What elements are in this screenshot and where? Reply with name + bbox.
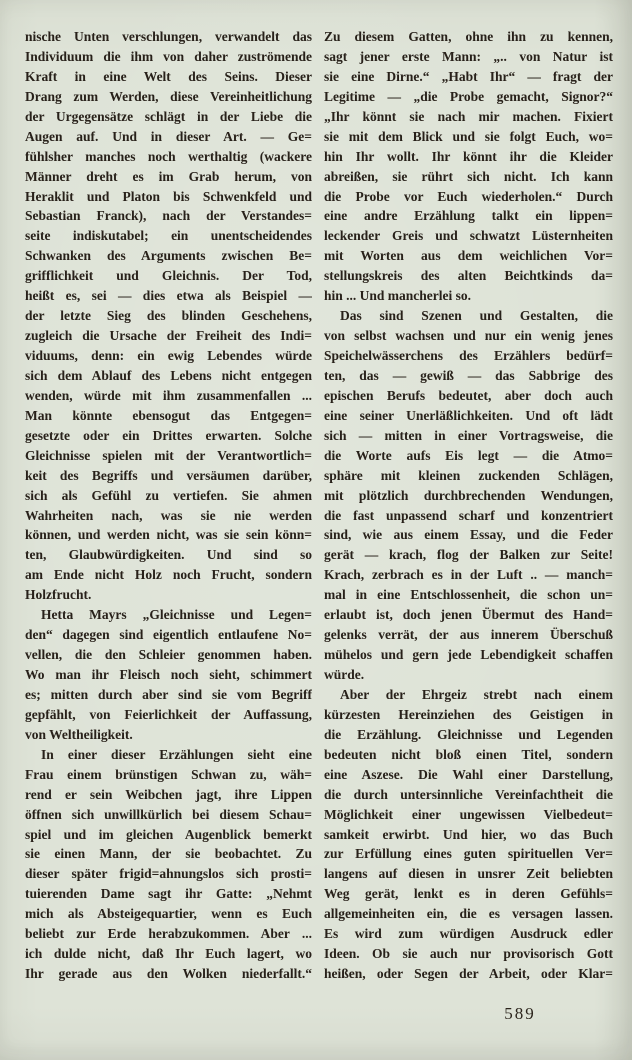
text-line: allgemeinheiten ein, die es versagen lassen.: [324, 906, 613, 922]
text-line: öffnen sich unwillkürlich bei diesem Schau=: [25, 806, 312, 822]
text-line: Wahrheiten nach, was sie nie werden: [25, 507, 312, 523]
text-line: vellen, die den Schleier genommen haben.: [25, 647, 312, 663]
text-column-left: [25, 27, 312, 984]
text-line: Ideen. Ob sie auch nur provisorisch Gott: [324, 946, 613, 962]
text-line: sich dem Ablauf des Lebens nicht entgegen: [25, 367, 312, 383]
text-line: Man könnte ebensogut das Entgegen=: [25, 407, 312, 423]
text-line: Männer dreht es im Grab herum, von: [25, 168, 312, 184]
text-line: erlaubt ist, doch jenen Übermut des Hand=: [324, 607, 613, 623]
text-line: Speichelwässerchens des Erzählers bedürf=: [324, 348, 613, 363]
text-line: sich als Gefühl zu vertiefen. Sie ahmen: [25, 487, 312, 503]
text-line: nische Unten verschlungen, verwandelt das: [25, 29, 312, 44]
text-line: heißt es, sei — dies etwa als Beispiel —: [25, 288, 312, 304]
text-line: kürzesten Hereinziehen des Geistigen in: [324, 706, 613, 722]
text-line: leckender Greis und schwatzt Lüsternheiten: [324, 228, 613, 244]
text-line: sind, wie aus einem Essay, und die Feder: [324, 527, 613, 543]
text-line: ten, Glaubwürdigkeiten. Und sind so: [25, 547, 312, 563]
text-line: sich — mitten in einer Vortragsweise, die: [324, 427, 613, 443]
text-line: von Weltheiligkeit.: [25, 726, 133, 742]
text-line: die Probe vor Euch wiederholen.“ Durch: [324, 188, 613, 204]
text-line: Kraft in eine Welt des Seins. Dieser: [25, 68, 312, 84]
text-line: tuierenden Dame sagt ihr Gatte: „Nehmt: [25, 886, 312, 902]
text-line: die fast unpassend scharf und konzentriert: [324, 507, 613, 523]
text-line: Heraklit und Platon bis Schwenkfeld und: [25, 188, 312, 204]
text-line: eine seiner Unerläßlichkeiten. Und oft lädt: [324, 407, 613, 423]
text-line: Holzfrucht.: [25, 587, 92, 603]
text-line: seite indiskutabel; ein unentscheidendes: [25, 228, 312, 244]
text-line: die Erzählung. Gleichnisse und Legenden: [324, 726, 613, 742]
text-line: Weg gerät, lenkt es in deren Gefühls=: [324, 886, 613, 902]
text-line: gelenks verrät, der aus innerem Überschuß: [324, 627, 613, 643]
text-line: Augen auf. Und in dieser Art. — Ge=: [25, 128, 312, 144]
text-line: würde.: [324, 667, 365, 682]
text-line: gepfählt, von Feierlichkeit der Auffassung,: [25, 706, 312, 722]
text-line: es; mitten durch aber sind sie vom Begriff: [25, 686, 312, 702]
text-line: mich als Absteigequartier, wenn es Euch: [25, 906, 312, 922]
text-line: wenden, würde mit ihm zusammenfallen ...: [25, 387, 312, 403]
text-column-right: [324, 27, 613, 984]
text-line: eine andre Erzählung talkt ein lippen=: [324, 208, 613, 224]
text-line: „Ihr könnt sie nach mir machen. Fixiert: [324, 108, 613, 124]
text-line: In einer dieser Erzählungen sieht eine: [41, 746, 312, 762]
text-line: gerät — krach, flog der Balken zur Seite!: [324, 547, 613, 563]
text-line: mit Worten aus dem weichlichen Vor=: [324, 248, 613, 264]
text-line: sie mit dem Blick und sie folgt Euch, wo=: [324, 128, 613, 144]
text-line: mühelos und gern jede Lebendigkeit schaffen: [324, 647, 613, 663]
text-line: abreißen, sie rührt sich nicht. Ich kann: [324, 168, 613, 184]
text-line: Hetta Mayrs „Gleichnisse und Legen=: [41, 607, 312, 623]
text-line: stellungskreis des alten Beichtkinds da=: [324, 268, 613, 284]
text-line: eine Aszese. Die Wahl einer Darstellung,: [324, 766, 613, 782]
text-line: hin Ihr wollt. Ihr könnt ihr die Kleider: [324, 148, 613, 164]
text-line: mal in eine Entschlossenheit, die schon un=: [324, 587, 613, 603]
text-line: grifflichkeit und Gleichnis. Der Tod,: [25, 268, 312, 284]
text-line: mit plötzlich durchbrechenden Wendungen,: [324, 487, 613, 503]
text-line: den“ dagegen sind eigentlich entlaufene No=: [25, 627, 312, 643]
text-line: rend er sein Weibchen jagt, ihre Lippen: [25, 786, 312, 802]
text-line: langens auf diesen in unsrer Zeit beliebten: [324, 866, 613, 882]
text-line: viduums, denn: ein ewig Lebendes würde: [25, 348, 312, 363]
text-line: Möglichkeit einer ungewissen Vielbedeut=: [324, 806, 613, 822]
text-line: Individuum die ihm von daher zuströmende: [25, 48, 312, 64]
text-line: sie eine Dirne.“ „Habt Ihr“ — fragt der: [324, 68, 613, 84]
text-line: Legitime — „die Probe gemacht, Signor?“: [324, 88, 613, 104]
text-line: Ihr gerade aus den Wolken niederfallt.“: [25, 966, 312, 982]
text-line: Es wird zum würdigen Ausdruck edler: [324, 926, 613, 942]
text-line: Das sind Szenen und Gestalten, die: [340, 308, 613, 324]
text-line: der Urgegensätze schlägt in der Liebe die: [25, 108, 312, 124]
text-line: sie einen Mann, der sie beobachtet. Zu: [25, 846, 312, 862]
text-line: ten, das — gewiß — das Sabbrige des: [324, 367, 613, 383]
text-line: spiel und im gleichen Augenblick bemerkt: [25, 826, 312, 842]
text-line: dieser später frigid=ahnungslos sich prosti=: [25, 866, 312, 882]
text-line: hin ... Und mancherlei so.: [324, 288, 472, 304]
text-line: von selbst wachsen und nur ein wenig jenes: [324, 328, 613, 344]
text-line: Aber der Ehrgeiz strebt nach einem: [340, 686, 613, 702]
text-line: samkeit erwirbt. Und hier, wo das Buch: [324, 826, 613, 842]
text-line: zur Erfüllung eines guten spirituellen Ver=: [324, 846, 613, 862]
text-line: bedeuten nicht bloß einen Titel, sondern: [324, 746, 613, 762]
text-line: können, und werden nicht, was sie sein könn=: [25, 527, 312, 543]
text-line: epischen Berufs bedeutet, aber doch auch: [324, 387, 613, 403]
text-line: Drang zum Werden, diese Vereinheitlichung: [25, 88, 312, 104]
text-line: Zu diesem Gatten, ohne ihn zu kennen,: [324, 29, 613, 44]
text-line: die durch untersinnliche Vereinfachtheit die: [324, 786, 613, 802]
text-line: keit des Begriffs und versäumen darüber,: [25, 467, 312, 483]
text-line: Krach, zerbrach es in der Luft .. — manch=: [324, 567, 613, 583]
text-line: sphäre mit kleinen zuckenden Schlägen,: [324, 467, 613, 483]
text-line: Sebastian Franck), nach der Verstandes=: [25, 208, 312, 224]
text-line: zugleich die Ursache der Freiheit des Indi=: [25, 328, 312, 344]
text-line: die Worte aufs Eis legt — die Atmo=: [324, 447, 613, 463]
text-line: Gleichnisse spielen mit der Verantwortlich=: [25, 447, 312, 463]
text-line: sagt jener erste Mann: „.. von Natur ist: [324, 48, 613, 64]
text-line: heißen, oder Segen der Arbeit, oder Klar=: [324, 966, 613, 982]
text-line: gesetzte oder ein Drittes erwarten. Solche: [25, 427, 312, 443]
text-line: am Ende nicht Holz noch Frucht, sondern: [25, 567, 312, 583]
text-line: fühlsher manches noch werthaltig (wackere: [25, 148, 312, 164]
text-line: beliebt zur Erde herabzukommen. Aber ...: [25, 926, 312, 942]
text-line: Frau einem brünstigen Schwan zu, wäh=: [25, 766, 312, 782]
text-line: Schwanken des Arguments zwischen Be=: [25, 248, 312, 264]
page-number: 589: [504, 1004, 536, 1023]
text-line: ich dulde nicht, daß Ihr Euch lagert, wo: [25, 946, 312, 962]
text-line: Wo man ihr Fleisch noch sieht, schimmert: [25, 667, 312, 682]
text-line: der letzte Sieg des blinden Geschehens,: [25, 308, 312, 324]
